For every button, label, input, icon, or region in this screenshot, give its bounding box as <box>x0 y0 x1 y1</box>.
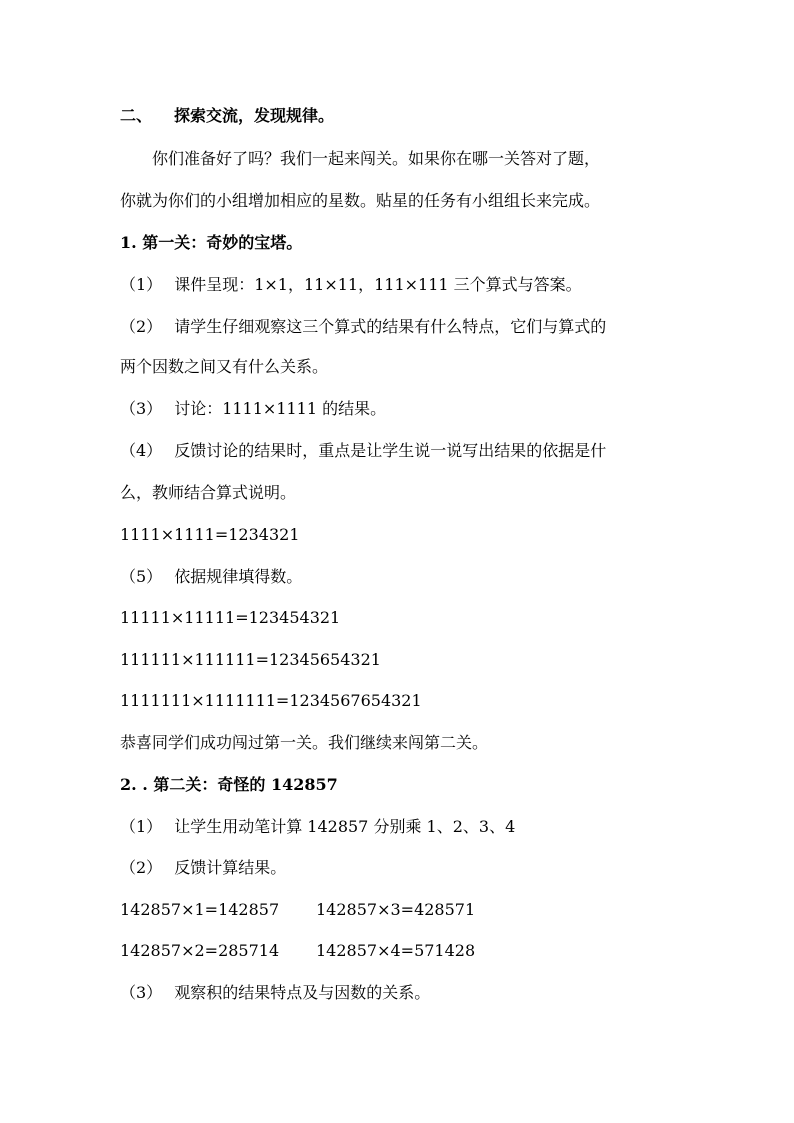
level1-step-2-continuation: 两个因数之间又有什么关系。 <box>120 357 329 376</box>
level1-step-2 <box>120 316 606 338</box>
equation-2: 11111×11111=123454321 <box>120 608 341 627</box>
step-number: （1） <box>120 817 163 836</box>
intro-paragraph-line-2: 你就为你们的小组增加相应的星数。贴星的任务有小组组长来完成。 <box>120 191 601 210</box>
equation-a: 142857×1=142857 <box>120 900 280 919</box>
section-heading-number: 二、 <box>120 106 153 125</box>
equation-row-2 <box>120 940 475 962</box>
step-number: （1） <box>120 275 163 294</box>
step-number: （5） <box>120 567 163 586</box>
intro-paragraph-line-1: 你们准备好了吗？我们一起来闯关。如果你在哪一关答对了题， <box>152 149 601 168</box>
equation-3: 111111×111111=12345654321 <box>120 650 381 669</box>
equation-b: 142857×3=428571 <box>316 900 476 919</box>
step-text: 依据规律填得数。 <box>174 567 303 586</box>
level2-title: 2. . 第二关：奇怪的 142857 <box>120 775 338 794</box>
level1-step-1 <box>120 274 582 296</box>
step-number: （2） <box>120 858 163 877</box>
level1-step-4-continuation: 么，教师结合算式说明。 <box>120 483 297 502</box>
step-number: （2） <box>120 317 163 336</box>
level1-step-3 <box>120 398 386 420</box>
equation-c: 142857×2=285714 <box>120 941 280 960</box>
level2-step-2 <box>120 857 286 879</box>
equation-row-1 <box>120 899 475 921</box>
level2-step-3 <box>120 982 430 1004</box>
section-heading <box>120 105 334 127</box>
step-text: 观察积的结果特点及与因数的关系。 <box>174 983 431 1002</box>
level1-title: 1. 第一关：奇妙的宝塔。 <box>120 233 303 252</box>
level2-step-1 <box>120 816 515 838</box>
level1-step-4 <box>120 440 606 462</box>
step-text: 讨论：1111×1111 的结果。 <box>174 399 387 418</box>
step-text: 反馈计算结果。 <box>174 858 287 877</box>
equation-d: 142857×4=571428 <box>316 941 476 960</box>
step-number: （3） <box>120 983 163 1002</box>
level1-step-5 <box>120 566 302 588</box>
step-number: （3） <box>120 399 163 418</box>
section-heading-text: 探索交流，发现规律。 <box>174 106 335 125</box>
step-text: 反馈讨论的结果时，重点是让学生说一说写出结果的依据是什 <box>174 441 607 460</box>
step-number: （4） <box>120 441 163 460</box>
step-text: 课件呈现：1×1，11×11，111×111 三个算式与答案。 <box>174 275 582 294</box>
congrats-text: 恭喜同学们成功闯过第一关。我们继续来闯第二关。 <box>120 733 489 752</box>
step-text: 让学生用动笔计算 142857 分别乘 1、2、3、4 <box>174 817 516 836</box>
equation-4: 1111111×1111111=1234567654321 <box>120 691 422 710</box>
equation-1: 1111×1111=1234321 <box>120 525 300 544</box>
step-text: 请学生仔细观察这三个算式的结果有什么特点，它们与算式的 <box>174 317 607 336</box>
